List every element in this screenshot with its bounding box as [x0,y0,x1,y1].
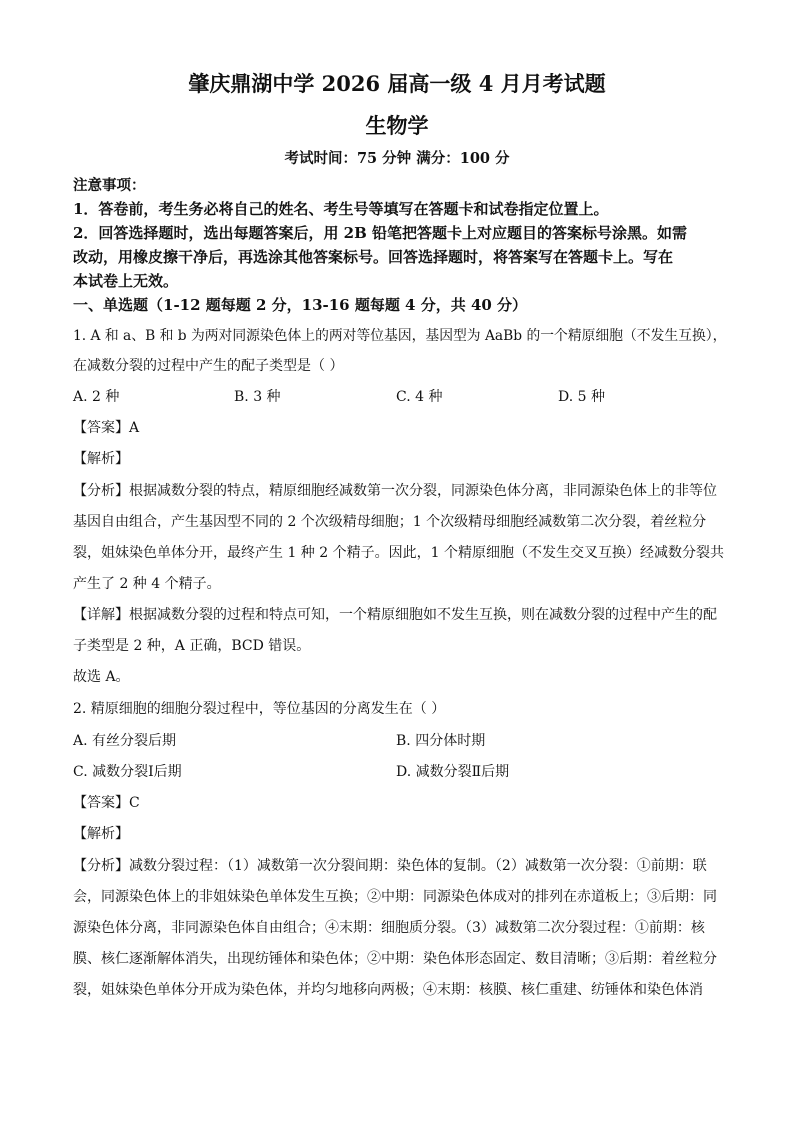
analysis-line: 源染色体分离，非同源染色体自由组合；④末期：细胞质分裂。（3）减数第二次分裂过程：①前期：核 [73,920,705,936]
question-stem: 1. A 和 a、B 和 b 为两对同源染色体上的两对等位基因，基因型为 AaBb 的一个精原细胞（不发生互换）， [73,328,727,344]
notice-line: 2．回答选择题时，选出每题答案后，用 2B 铅笔把答题卡上对应题目的答案标号涂黑。如需 [73,224,688,242]
option-d: D. 5 种 [558,389,605,405]
option-a: A. 有丝分裂后期 [73,733,177,749]
exam-time-score: 考试时间：75 分钟 满分：100 分 [284,150,510,167]
analysis-line: 膜、核仁逐渐解体消失，出现纺锤体和染色体；②中期：染色体形态固定、数目清晰；③后期：着丝粒分 [73,951,717,967]
answer-label: 【答案】C [73,795,140,811]
analysis-line: 【分析】根据减数分裂的特点，精原细胞经减数第一次分裂，同源染色体分离，非同源染色体上的非等位 [73,483,717,499]
answer-label: 【答案】A [73,420,140,436]
analysis-label: 【解析】 [73,451,129,467]
option-c: C. 4 种 [396,389,443,405]
notice-line: 1．答卷前，考生务必将自己的姓名、考生号等填写在答题卡和试卷指定位置上。 [73,200,609,218]
question-stem: 2. 精原细胞的细胞分裂过程中，等位基因的分离发生在（ ） [73,701,446,717]
analysis-line: 裂，姐妹染色单体分开成为染色体，并均匀地移向两极；④末期：核膜、核仁重建、纺锤体和染色体消 [73,982,703,998]
option-a: A. 2 种 [73,389,120,405]
analysis-line: 裂，姐妹染色单体分开，最终产生 1 种 2 个精子。因此，1 个精原细胞（不发生交叉互换）经减数分裂共 [73,545,724,561]
option-c: C. 减数分裂Ⅰ后期 [73,764,182,780]
conclusion-line: 故选 A。 [73,669,130,685]
detail-line: 【详解】根据减数分裂的过程和特点可知，一个精原细胞如不发生互换，则在减数分裂的过程中产生的配 [73,607,717,623]
notice-heading: 注意事项： [73,177,146,194]
exam-title: 肇庆鼎湖中学 2026 届高一级 4 月月考试题 [188,71,606,96]
analysis-line: 产生了 2 种 4 个精子。 [73,576,221,592]
notice-line: 改动，用橡皮擦干净后，再选涂其他答案标号。回答选择题时，将答案写在答题卡上。写在 [73,248,674,266]
question-stem: 在减数分裂的过程中产生的配子类型是（ ） [73,358,344,374]
section-heading: 一、单选题（1-12 题每题 2 分，13-16 题每题 4 分，共 40 分） [73,296,528,314]
analysis-line: 会，同源染色体上的非姐妹染色单体发生互换；②中期：同源染色体成对的排列在赤道板上；③后期：同 [73,889,717,905]
subject-title: 生物学 [365,113,429,138]
option-b: B. 四分体时期 [396,733,486,749]
option-d: D. 减数分裂Ⅱ后期 [396,764,510,780]
analysis-line: 基因自由组合，产生基因型不同的 2 个次级精母细胞；1 个次级精母细胞经减数第二次分裂，着丝粒分 [73,514,707,530]
notice-line: 本试卷上无效。 [73,272,179,290]
analysis-line: 【分析】减数分裂过程：（1）减数第一次分裂间期：染色体的复制。（2）减数第一次分裂：①前期：联 [73,858,707,874]
option-b: B. 3 种 [234,389,281,405]
detail-line: 子类型是 2 种，A 正确，BCD 错误。 [73,638,311,654]
analysis-label: 【解析】 [73,826,129,842]
